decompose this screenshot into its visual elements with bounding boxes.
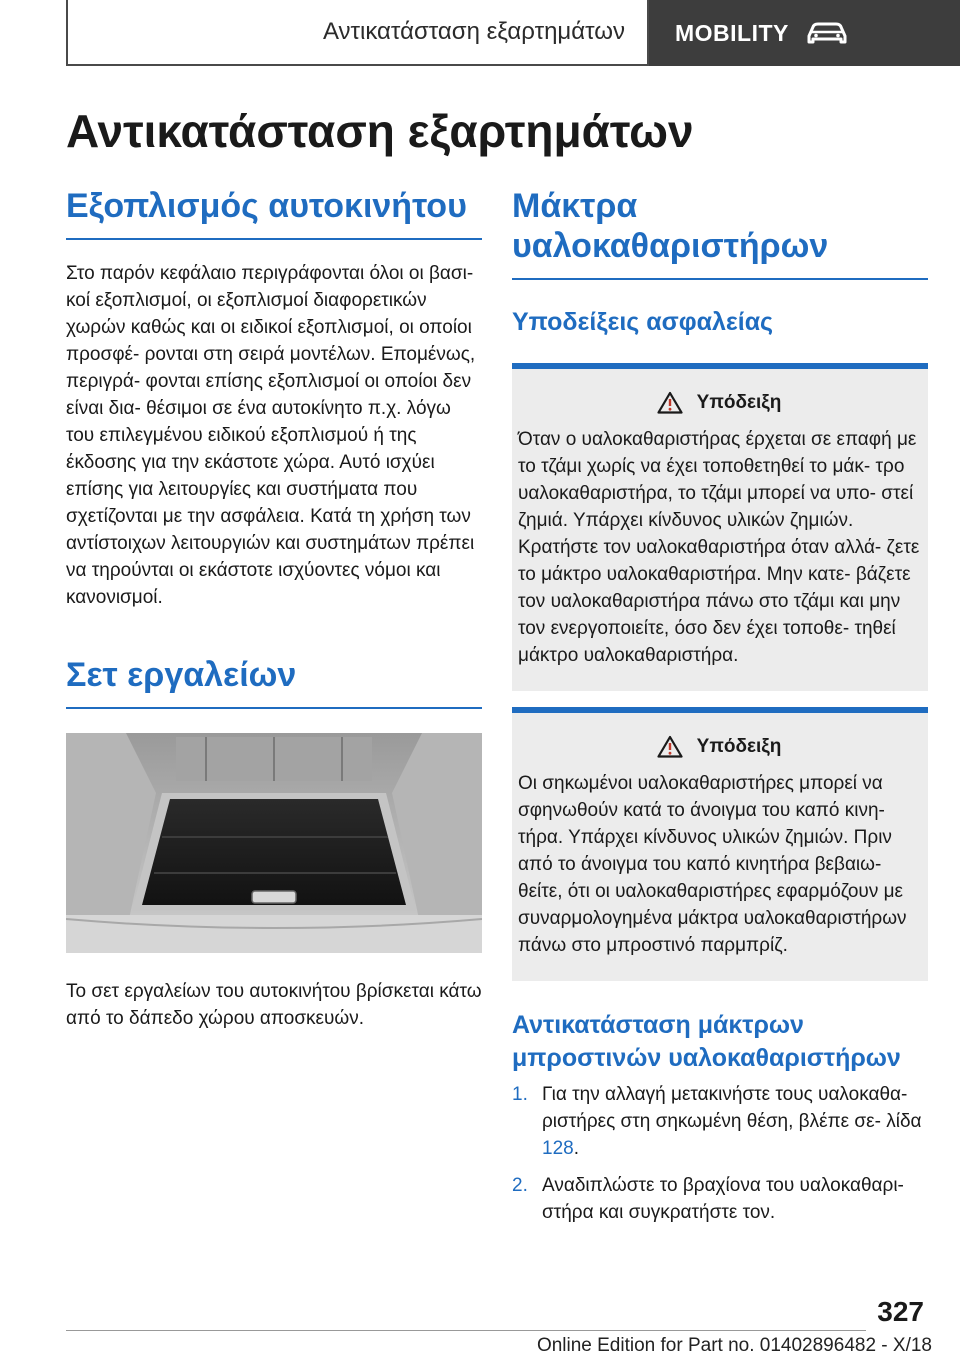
warning-icon [657,391,683,414]
heading-rule [66,238,482,240]
footer-rule [66,1330,866,1331]
note-box [512,707,928,981]
note-text: Οι σηκωμένοι υαλοκαθαριστήρες μπορεί να σφηνωθούν κατά το άνοιγμα του καπό κινη- τήρα. Υπάρχει κίνδυνος υλικών ζημιών. Πριν από το άνοιγμα του καπό κινητήρα βεβαιω- θείτε, ότι οι υαλοκαθαριστήρες εφαρμόζουν με συναρμολογημένα μάκτρα υαλοκαθαριστήρων πάνω στο μπροστινό παρμπρίζ. [518,773,907,956]
page-header [66,0,960,66]
left-column [66,186,482,1032]
toolkit-heading: Σετ εργαλείων [66,656,297,694]
page-title: Αντικατάσταση εξαρτημάτων [66,105,694,157]
step-number: 1. [512,1084,528,1105]
note-text: Όταν ο υαλοκαθαριστήρας έρχεται σε επαφή με το τζάμι χωρίς να έχει τοποθετηθεί το μάκ- τρο υαλοκαθαριστήρα, το τζάμι μπορεί να υπο- στεί ζημιά. Υπάρχει κίνδυνος υλικών ζημιών. Κρατήστε τον υαλοκαθαριστήρα όταν αλλά- ζετε το μάκτρο υαλοκαθαριστήρα. Μην κατε- βάζετε τον υαλοκαθαριστήρα πάνω στο τζάμι και μην τον ενεργοποιείτε, όσο δεν έχει τοποθε- τηθεί μάκτρο υαλοκαθαριστήρα. [518,429,920,666]
step-text: Για την αλλαγή μετακινήστε τους υαλοκαθα- ριστήρες στη σηκωμένη θέση, βλέπε σε- λίδα 128. [542,1084,922,1159]
warning-icon [657,735,683,758]
heading-rule [512,278,928,280]
step-number: 2. [512,1175,528,1196]
page-number: 327 [877,1296,924,1327]
equipment-text: Στο παρόν κεφάλαιο περιγράφονται όλοι οι βασι- κοί εξοπλισμοί, οι εξοπλισμοί διαφορετικών χωρών καθώς και οι ειδικοί εξοπλισμοί, οι οποίοι προσφέ- ρονται στη σειρά μοντέλων. Επομένως, περιγρά- φονται επίσης εξοπλισμοί οι οποίοι δεν είναι δια- θέσιμοι σε ένα αυτοκίνητο π.χ. λόγω του επιλεγμένου ειδικού εξοπλισμού ή της έκδοσης για την εκάστοτε χώρα. Αυτό ισχύει επίσης για λειτουργίες και συστήματα που σχετίζονται με την ασφάλεια. Κατά τη χρήση των αντίστοιχων λειτουργιών και συστημάτων πρέπει να τηρούνται οι εκάστοτε ισχύοντες νόμοι και κανονισμοί. [66,263,476,608]
steps-list [512,1081,928,1226]
toolkit-caption: Το σετ εργαλείων του αυτοκινήτου βρίσκεται κάτω από το δάπεδο χώρου αποσκευών. [66,981,482,1029]
section-label [649,0,960,66]
section-title: MOBILITY [675,19,789,46]
car-icon [805,20,849,46]
breadcrumb: Αντικατάσταση εξαρτημάτων [66,0,649,66]
note-title: Υπόδειξη [696,391,782,413]
page-link[interactable]: 128 [542,1138,574,1159]
note-title: Υπόδειξη [696,735,782,757]
wiper-heading: Μάκτρα υαλοκαθαριστήρων [512,187,829,265]
trunk-photo [66,733,482,953]
step-text: Αναδιπλώστε το βραχίονα του υαλοκαθαρι- στήρα και συγκρατήστε τον. [542,1175,904,1223]
right-column [512,186,928,1236]
safety-heading: Υποδείξεις ασφαλείας [512,308,774,336]
footer-text: Online Edition for Part no. 01402896482 - X/18 [536,1335,932,1356]
note-box [512,363,928,691]
list-item [512,1081,928,1162]
replace-heading: Αντικατάσταση μάκτρων μπροστινών υαλοκαθαριστήρων [512,1011,901,1072]
heading-rule [66,707,482,709]
list-item [512,1172,928,1226]
equipment-heading: Εξοπλισμός αυτοκινήτου [66,187,467,225]
